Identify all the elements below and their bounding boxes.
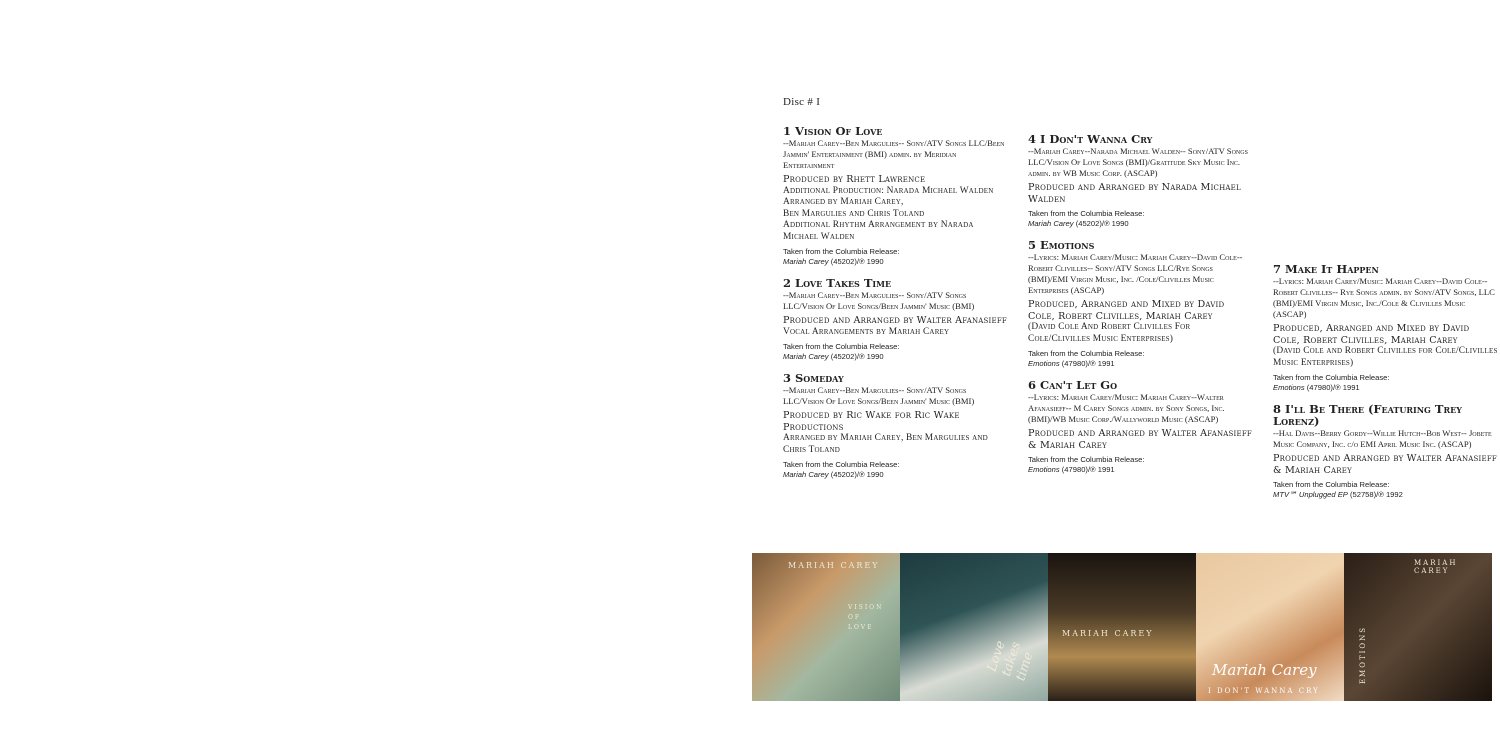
- release-prefix: Taken from the Columbia Release:: [1028, 455, 1145, 464]
- track-credits: --Lyrics: Mariah Carey/Music: Mariah Carey--David Cole--Robert Clivilles-- Sony/ATV Songs LLC/Rye Songs (BMI)/EMI Virgin Music, Inc. /Cole/Clivilles Music Enterprises (ASCAP): [1028, 252, 1243, 295]
- release-album: Mariah Carey: [783, 352, 829, 361]
- release-catalog: (45202)/℗ 1990: [828, 352, 884, 361]
- track-extra-credit: Ben Margulies and Chris Toland: [783, 208, 925, 219]
- release-catalog: (45202)/℗ 1990: [1073, 219, 1129, 228]
- track-producer: Produced and Arranged by Walter Afanasieff: [783, 315, 1007, 326]
- track-extra-credit: Arranged by Mariah Carey,: [783, 197, 904, 207]
- release-info: [1028, 455, 1253, 475]
- track-producer: Produced and Arranged by Narada Michael Walden: [1028, 182, 1241, 205]
- release-prefix: Taken from the Columbia Release:: [783, 460, 900, 469]
- release-album: MTV℠ Unplugged EP: [1273, 490, 1348, 499]
- track-title: 5 Emotions: [1028, 238, 1095, 252]
- release-info: [783, 247, 1008, 267]
- track-2: [783, 277, 1008, 362]
- cover-artist-text: Mariah Carey: [1212, 661, 1317, 679]
- release-info: [1028, 209, 1253, 229]
- track-producer: Produced, Arranged and Mixed by David Cole, Robert Clivilles, Mariah Carey: [1273, 323, 1470, 346]
- track-producer: Produced and Arranged by Walter Afanasieff & Mariah Carey: [1273, 453, 1497, 476]
- track-extra-credit: (David Cole and Robert Clivilles for Cole/Clivilles Music Enterprises): [1273, 346, 1498, 368]
- track-4: [1028, 133, 1253, 229]
- track-credits: --Hal Davis--Berry Gordy--Willie Hutch--Bob West-- Jobete Music Company, Inc. c/o EMI April Music Inc. (ASCAP): [1273, 428, 1492, 449]
- release-prefix: Taken from the Columbia Release:: [783, 342, 900, 351]
- track-producer: Produced and Arranged by Walter Afanasieff & Mariah Carey: [1028, 428, 1252, 451]
- release-catalog: (45202)/℗ 1990: [828, 470, 884, 479]
- track-producer: Produced by Rhett Lawrence: [783, 174, 926, 185]
- album-cover-someday: [1048, 553, 1196, 701]
- album-cover-emotions: [1344, 553, 1492, 701]
- track-7: [1273, 263, 1498, 393]
- track-credits: --Lyrics: Mariah Carey/Music: Mariah Carey--David Cole--Robert Clivilles-- Rye Songs admin. by Sony/ATV Songs, LLC (BMI)/EMI Virgin Music, Inc./Cole & Clivilles Music (ASCAP): [1273, 276, 1495, 319]
- track-producer: Produced, Arranged and Mixed by David Cole, Robert Clivilles, Mariah Carey: [1028, 299, 1225, 322]
- track-title: 6 Can't Let Go: [1028, 378, 1118, 392]
- release-info: [1273, 480, 1498, 500]
- track-column-3: [1273, 263, 1498, 510]
- track-extra-credit: Arranged by Mariah Carey, Ben Margulies and Chris Toland: [783, 433, 988, 455]
- track-credits: --Mariah Carey--Narada Michael Walden-- Sony/ATV Songs LLC/Vision Of Love Songs (BMI)/Gratitude Sky Music Inc. admin. by WB Music Corp. (ASCAP): [1028, 146, 1248, 178]
- release-info: [1028, 349, 1253, 369]
- album-cover-love-takes-time: [900, 553, 1048, 701]
- release-info: [783, 342, 1008, 362]
- track-credits: --Mariah Carey--Ben Margulies-- Sony/ATV Songs LLC/Vision Of Love Songs/Been Jammin' Music (BMI): [783, 385, 975, 406]
- cover-artist-text: MARIAH CAREY: [1414, 559, 1458, 575]
- track-column-1: [783, 125, 1008, 490]
- release-album: Mariah Carey: [1028, 219, 1074, 228]
- track-credits: --Mariah Carey--Ben Margulies-- Sony/ATV Songs LLC/Vision Of Love Songs/Been Jammin' Music (BMI): [783, 290, 975, 311]
- cover-title-text: VISION OF LOVE: [848, 604, 884, 631]
- cover-title-text: EMOTIONS: [1359, 625, 1368, 685]
- track-credits: --Mariah Carey--Ben Margulies-- Sony/ATV Songs LLC/Been Jammin' Entertainment (BMI) admin. by Meridian Entertainment: [783, 138, 1005, 170]
- disc-label: Disc # I: [783, 96, 821, 108]
- release-prefix: Taken from the Columbia Release:: [1273, 480, 1390, 489]
- cover-title-text: Love takes time: [984, 639, 1037, 683]
- release-info: [783, 460, 1008, 480]
- track-8: [1273, 403, 1498, 500]
- release-catalog: (47980)/℗ 1991: [1059, 359, 1115, 368]
- release-album: Mariah Carey: [783, 470, 829, 479]
- release-prefix: Taken from the Columbia Release:: [1028, 349, 1145, 358]
- track-title: 2 Love Takes Time: [783, 276, 892, 290]
- track-title: 1 Vision Of Love: [783, 124, 883, 138]
- track-3: [783, 372, 1008, 480]
- track-1: [783, 125, 1008, 267]
- cover-artist-text: MARIAH CAREY: [1062, 629, 1154, 638]
- album-cover-i-dont-wanna-cry: [1196, 553, 1344, 701]
- track-title: 3 Someday: [783, 371, 844, 385]
- track-extra-credit: Additional Rhythm Arrangement by Narada Michael Walden: [783, 220, 974, 242]
- cover-title-text: I DON'T WANNA CRY: [1208, 687, 1320, 695]
- release-info: [1273, 373, 1498, 393]
- cover-artist-text: MARIAH CAREY: [788, 561, 880, 570]
- release-album: Emotions: [1028, 359, 1060, 368]
- release-catalog: (47980)/℗ 1991: [1059, 465, 1115, 474]
- release-album: Mariah Carey: [783, 257, 829, 266]
- track-5: [1028, 239, 1253, 369]
- release-prefix: Taken from the Columbia Release:: [783, 247, 900, 256]
- release-catalog: (47980)/℗ 1991: [1304, 383, 1360, 392]
- track-6: [1028, 379, 1253, 475]
- release-prefix: Taken from the Columbia Release:: [1273, 373, 1390, 382]
- track-extra-credit: Vocal Arrangements by Mariah Carey: [783, 326, 950, 337]
- track-title: 4 I Don't Wanna Cry: [1028, 132, 1153, 146]
- track-extra-credit: Additional Production: Narada Michael Walden: [783, 185, 994, 196]
- album-cover-vision-of-love: [752, 553, 900, 701]
- track-credits: --Lyrics: Mariah Carey/Music: Mariah Carey--Walter Afanasieff-- M Carey Songs admin. by Sony Songs, Inc. (BMI)/WB Music Corp./Wallyworld Music (ASCAP): [1028, 392, 1225, 424]
- album-cover-strip: [752, 553, 1492, 701]
- track-column-2: [1028, 133, 1253, 485]
- release-catalog: (52758)/℗ 1992: [1347, 490, 1403, 499]
- track-title: 8 I'll Be There (Featuring Trey Lorenz): [1273, 402, 1462, 428]
- track-producer: Produced by Ric Wake for Ric Wake Productions: [783, 410, 960, 433]
- track-title: 7 Make It Happen: [1273, 262, 1379, 276]
- release-catalog: (45202)/℗ 1990: [828, 257, 884, 266]
- release-album: Emotions: [1273, 383, 1305, 392]
- release-album: Emotions: [1028, 465, 1060, 474]
- release-prefix: Taken from the Columbia Release:: [1028, 209, 1145, 218]
- track-extra-credit: (David Cole And Robert Clivilles For Cole/Clivilles Music Enterprises): [1028, 322, 1191, 344]
